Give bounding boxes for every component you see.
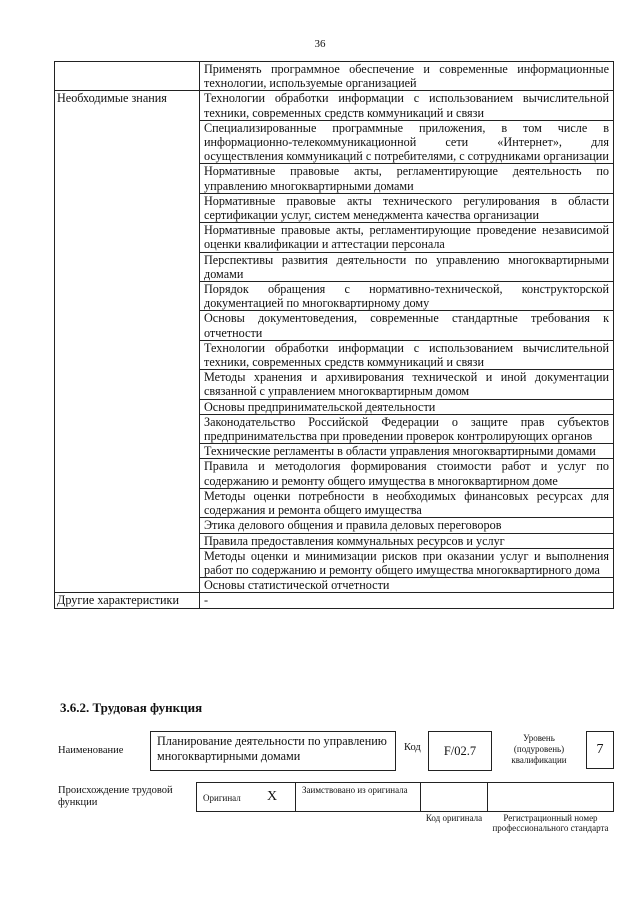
code-caption: Код оригинала [425,813,483,823]
knowledge-item: Основы предпринимательской деятельности [200,399,614,414]
original-label: Оригинал [203,793,241,803]
name-label: Наименование [58,745,124,756]
knowledge-item: Специализированные программные приложения, в том числе в информационно-телекоммуникационной сети «Интернет», для осуществления коммуникаций с потребителями, с сотрудниками организации [200,120,614,164]
knowledge-item: Технологии обработки информации с использованием вычислительной техники, современных средств коммуникаций и связи [200,91,614,120]
knowledge-item: Правила предоставления коммунальных ресурсов и услуг [200,533,614,548]
table-row [55,62,614,91]
table-row [55,91,614,120]
page-number: 36 [314,38,326,50]
other-label: Другие характеристики [55,593,200,608]
function-name-box [150,731,396,771]
knowledge-table-body [55,62,614,609]
knowledge-item: Законодательство Российской Федерации о защите прав субъектов предпринимательства при проведении проверок контролирующих органов [200,414,614,443]
other-value: - [200,593,614,608]
code-box [428,731,492,771]
knowledge-item: Технологии обработки информации с использованием вычислительной техники, современных средств коммуникаций и связи [200,340,614,369]
code-value: F/02.7 [443,744,477,758]
function-name-value: Планирование деятельности по управлению многоквартирными домами [157,734,387,763]
original-code-cell [420,782,488,812]
table-row [55,593,614,608]
knowledge-item: Основы документоведения, современные стандартные требования к отчетности [200,311,614,340]
reg-number-cell [487,782,614,812]
knowledge-item: Перспективы развития деятельности по управлению многоквартирными домами [200,252,614,281]
knowledge-item: Нормативные правовые акты, регламентирующие проведение независимой оценки квалификации и аттестации персонала [200,223,614,252]
empty-label-cell [55,62,200,91]
level-box [586,731,614,769]
skill-text: Применять программное обеспечение и современные информационные технологии, используемые организацией [200,62,614,91]
level-label: Уровень (подуровень) квалификации [511,733,567,765]
knowledge-item: Этика делового общения и правила деловых переговоров [200,518,614,533]
borrowed-cell [295,782,421,812]
knowledge-item: Технические регламенты в области управления многоквартирными домами [200,444,614,459]
original-cell [196,782,296,812]
knowledge-item: Нормативные правовые акты технического регулирования в области сертификации услуг, систем менеджмента качества организации [200,193,614,222]
reg-caption: Регистрационный номер профессионального стандарта [492,813,609,833]
knowledge-item: Методы оценки потребности в необходимых финансовых ресурсах для содержания и ремонта общего имущества [200,488,614,517]
knowledge-item: Методы хранения и архивирования технической и иной документации связанной с управлением многоквартирным домом [200,370,614,399]
level-value: 7 [596,742,604,757]
knowledge-item: Методы оценки и минимизации рисков при оказании услуг и выполнения работ по содержанию и ремонту общего имущества многоквартирного дома [200,548,614,577]
knowledge-item: Порядок обращения с нормативно-технической, конструкторской документацией по многоквартирному дому [200,282,614,311]
borrowed-label: Заимствовано из оригинала [302,785,408,795]
origin-label: Происхождение трудовой функции [58,785,173,808]
section-title: 3.6.2. Трудовая функция [60,700,203,715]
original-mark: X [267,789,278,804]
knowledge-label: Необходимые знания [55,91,200,593]
code-label: Код [404,742,421,753]
knowledge-item: Основы статистической отчетности [200,578,614,593]
knowledge-item: Нормативные правовые акты, регламентирующие деятельность по управлению многоквартирными домами [200,164,614,193]
knowledge-table [54,61,614,609]
knowledge-item: Правила и методология формирования стоимости работ и услуг по содержанию и ремонту общего имущества в многоквартирном доме [200,459,614,488]
